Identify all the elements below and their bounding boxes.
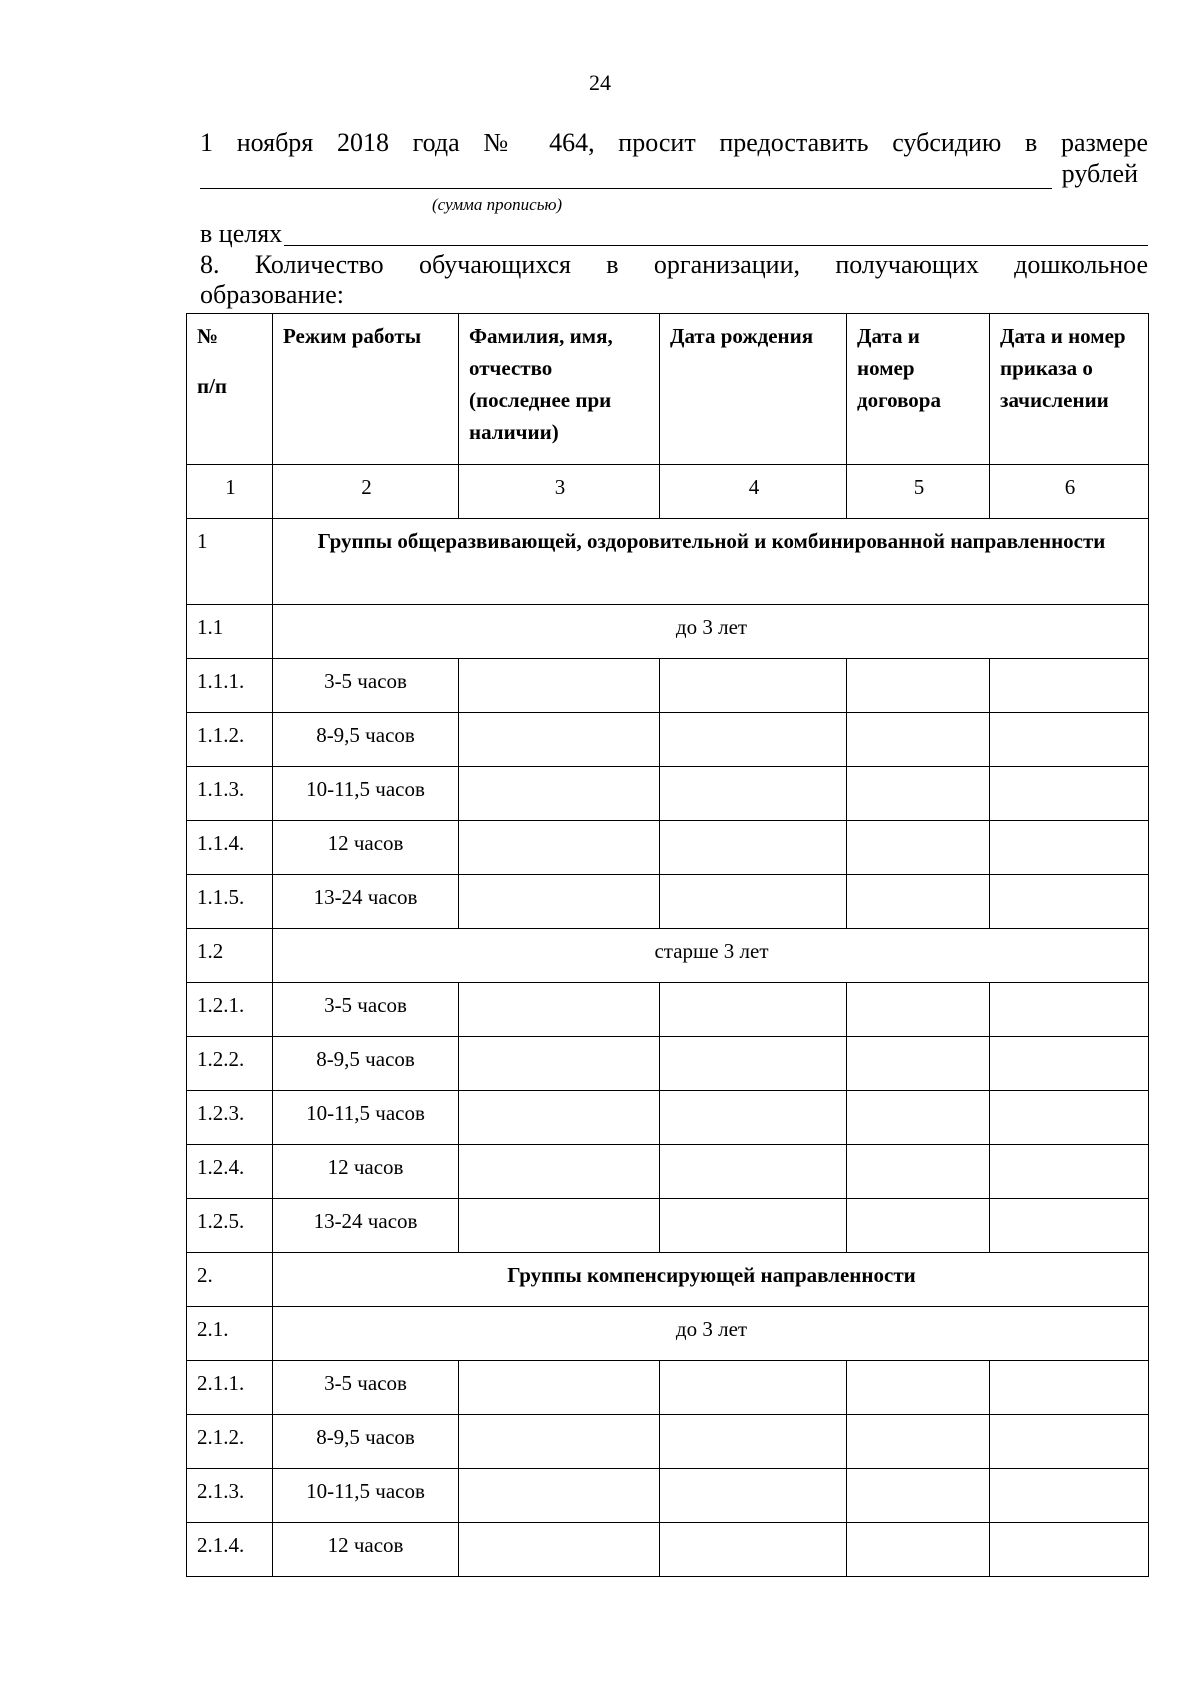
table-row <box>187 1199 1149 1253</box>
full-name-cell[interactable] <box>459 1145 660 1199</box>
work-mode-cell: 12 часов <box>273 1523 459 1577</box>
contract-cell[interactable] <box>847 1469 990 1523</box>
table-row <box>187 659 1149 713</box>
birth-date-cell[interactable] <box>660 1469 847 1523</box>
full-name-cell[interactable] <box>459 1415 660 1469</box>
enrollment-order-cell[interactable] <box>990 1361 1149 1415</box>
page-number: 24 <box>589 70 611 95</box>
column-number: 6 <box>990 465 1149 519</box>
enrollment-order-cell[interactable] <box>990 659 1149 713</box>
full-name-cell[interactable] <box>459 713 660 767</box>
age-group-title: до 3 лет <box>273 605 1149 659</box>
table-row <box>187 1145 1149 1199</box>
subsection-row <box>187 1307 1149 1361</box>
column-number: 5 <box>847 465 990 519</box>
age-group-title: до 3 лет <box>273 1307 1149 1361</box>
row-number: 2.1. <box>187 1307 273 1361</box>
purpose-label: в целях <box>200 219 283 248</box>
contract-cell[interactable] <box>847 1361 990 1415</box>
table-row <box>187 1469 1149 1523</box>
subsection-row <box>187 605 1149 659</box>
work-mode-cell: 13-24 часов <box>273 875 459 929</box>
full-name-cell[interactable] <box>459 983 660 1037</box>
table-row <box>187 983 1149 1037</box>
enrollment-order-cell[interactable] <box>990 983 1149 1037</box>
enrollment-order-cell[interactable] <box>990 767 1149 821</box>
birth-date-cell[interactable] <box>660 1145 847 1199</box>
work-mode-cell: 3-5 часов <box>273 983 459 1037</box>
row-number: 1.1.5. <box>187 875 273 929</box>
contract-cell[interactable] <box>847 1091 990 1145</box>
full-name-cell[interactable] <box>459 1199 660 1253</box>
subsidy-amount-field[interactable] <box>200 188 1052 189</box>
work-mode-cell: 8-9,5 часов <box>273 713 459 767</box>
column-numbers-row <box>187 465 1149 519</box>
contract-cell[interactable] <box>847 713 990 767</box>
section-title: Группы общеразвивающей, оздоровительной и комбинированной направленности <box>273 519 1149 605</box>
row-number: 1.1.3. <box>187 767 273 821</box>
birth-date-cell[interactable] <box>660 1037 847 1091</box>
full-name-cell[interactable] <box>459 767 660 821</box>
row-number: 2.1.4. <box>187 1523 273 1577</box>
birth-date-cell[interactable] <box>660 1361 847 1415</box>
row-number: 1.1.4. <box>187 821 273 875</box>
birth-date-cell[interactable] <box>660 1199 847 1253</box>
birth-date-cell[interactable] <box>660 767 847 821</box>
row-number: 1.2.4. <box>187 1145 273 1199</box>
birth-date-cell[interactable] <box>660 659 847 713</box>
row-number: 2.1.3. <box>187 1469 273 1523</box>
contract-cell[interactable] <box>847 1523 990 1577</box>
purpose-field[interactable] <box>284 244 1148 246</box>
section-row <box>187 1253 1149 1307</box>
item-8-text: 8. Количество обучающихся в организации, получающих дошкольное <box>200 250 1148 279</box>
table-row <box>187 1091 1149 1145</box>
row-number: 1.1.2. <box>187 713 273 767</box>
row-number: 2.1.2. <box>187 1415 273 1469</box>
row-number: 1.2.1. <box>187 983 273 1037</box>
column-number: 4 <box>660 465 847 519</box>
enrollment-order-cell[interactable] <box>990 1415 1149 1469</box>
sum-in-words-caption: (сумма прописью) <box>432 195 563 214</box>
enrollment-order-cell[interactable] <box>990 1037 1149 1091</box>
enrollment-order-cell[interactable] <box>990 713 1149 767</box>
column-number: 1 <box>187 465 273 519</box>
column-number: 3 <box>459 465 660 519</box>
birth-date-cell[interactable] <box>660 1523 847 1577</box>
full-name-cell[interactable] <box>459 659 660 713</box>
row-number: 2.1.1. <box>187 1361 273 1415</box>
rubles-label: рублей <box>1061 159 1138 188</box>
work-mode-cell: 8-9,5 часов <box>273 1415 459 1469</box>
students-table <box>186 313 1149 1577</box>
header-full-name: Фамилия, имя, отчество (последнее при наличии) <box>459 314 660 465</box>
contract-cell[interactable] <box>847 659 990 713</box>
table-row <box>187 767 1149 821</box>
row-number: 1.1 <box>187 605 273 659</box>
row-number: 1.1.1. <box>187 659 273 713</box>
work-mode-cell: 12 часов <box>273 1145 459 1199</box>
purpose-line <box>200 219 1148 249</box>
table-row <box>187 821 1149 875</box>
table-header-row <box>187 314 1149 465</box>
subsection-row <box>187 929 1149 983</box>
subsidy-amount-line <box>200 159 1148 193</box>
table-row <box>187 713 1149 767</box>
contract-cell[interactable] <box>847 1145 990 1199</box>
full-name-cell[interactable] <box>459 821 660 875</box>
header-birth-date: Дата рождения <box>660 314 847 465</box>
contract-cell[interactable] <box>847 767 990 821</box>
table-row <box>187 1037 1149 1091</box>
birth-date-cell[interactable] <box>660 821 847 875</box>
enrollment-order-cell[interactable] <box>990 875 1149 929</box>
full-name-cell[interactable] <box>459 1037 660 1091</box>
section-title: Группы компенсирующей направленности <box>273 1253 1149 1307</box>
row-number: 1.2 <box>187 929 273 983</box>
work-mode-cell: 10-11,5 часов <box>273 1091 459 1145</box>
header-enrollment-order: Дата и номер приказа о зачислении <box>990 314 1149 465</box>
birth-date-cell[interactable] <box>660 1091 847 1145</box>
work-mode-cell: 8-9,5 часов <box>273 1037 459 1091</box>
contract-cell[interactable] <box>847 875 990 929</box>
work-mode-cell: 3-5 часов <box>273 1361 459 1415</box>
row-number: 1.2.3. <box>187 1091 273 1145</box>
enrollment-order-cell[interactable] <box>990 1199 1149 1253</box>
row-number: 1.2.5. <box>187 1199 273 1253</box>
birth-date-cell[interactable] <box>660 713 847 767</box>
work-mode-cell: 10-11,5 часов <box>273 1469 459 1523</box>
item-8-continuation: образование: <box>200 280 344 309</box>
enrollment-order-cell[interactable] <box>990 1091 1149 1145</box>
enrollment-order-cell[interactable] <box>990 1145 1149 1199</box>
section-row <box>187 519 1149 605</box>
subsidy-request-line: 1 ноября 2018 года № 464, просит предоставить субсидию в размере <box>200 128 1148 157</box>
contract-cell[interactable] <box>847 821 990 875</box>
header-number: № п/п <box>187 314 273 465</box>
work-mode-cell: 13-24 часов <box>273 1199 459 1253</box>
table-row <box>187 1415 1149 1469</box>
contract-cell[interactable] <box>847 1037 990 1091</box>
row-number: 1 <box>187 519 273 605</box>
row-number: 1.2.2. <box>187 1037 273 1091</box>
column-number: 2 <box>273 465 459 519</box>
table-row <box>187 875 1149 929</box>
work-mode-cell: 12 часов <box>273 821 459 875</box>
work-mode-cell: 3-5 часов <box>273 659 459 713</box>
header-contract: Дата и номер договора <box>847 314 990 465</box>
birth-date-cell[interactable] <box>660 875 847 929</box>
contract-cell[interactable] <box>847 983 990 1037</box>
work-mode-cell: 10-11,5 часов <box>273 767 459 821</box>
full-name-cell[interactable] <box>459 1091 660 1145</box>
enrollment-order-cell[interactable] <box>990 821 1149 875</box>
birth-date-cell[interactable] <box>660 983 847 1037</box>
contract-cell[interactable] <box>847 1415 990 1469</box>
row-number: 2. <box>187 1253 273 1307</box>
table-row <box>187 1361 1149 1415</box>
contract-cell[interactable] <box>847 1199 990 1253</box>
enrollment-order-cell[interactable] <box>990 1523 1149 1577</box>
birth-date-cell[interactable] <box>660 1415 847 1469</box>
enrollment-order-cell[interactable] <box>990 1469 1149 1523</box>
table-row <box>187 1523 1149 1577</box>
full-name-cell[interactable] <box>459 1361 660 1415</box>
header-work-mode: Режим работы <box>273 314 459 465</box>
age-group-title: старше 3 лет <box>273 929 1149 983</box>
full-name-cell[interactable] <box>459 875 660 929</box>
full-name-cell[interactable] <box>459 1469 660 1523</box>
full-name-cell[interactable] <box>459 1523 660 1577</box>
